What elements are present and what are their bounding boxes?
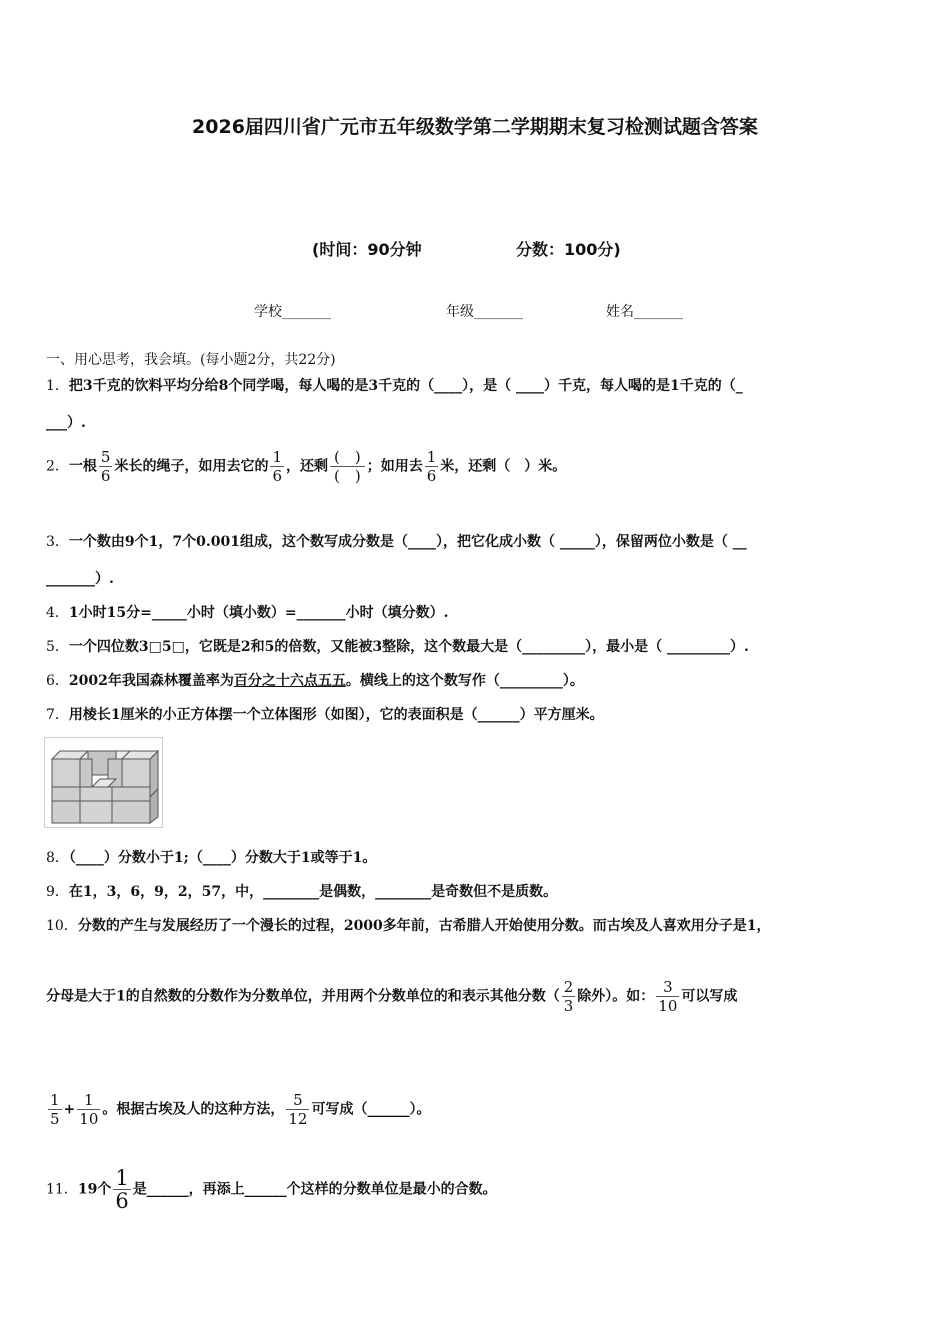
numerator: ( ) [334,448,361,466]
grade-field: 年级_______ [446,304,523,320]
cube-front [52,759,80,787]
question-2 [46,448,566,485]
school-field: 学校_______ [254,304,331,320]
exam-time: (时间：90分钟 [312,240,422,259]
plus-sign: + [63,1101,76,1118]
fraction-one-sixth [113,1167,130,1212]
question-text: 分数的产生与发展经历了一个漫长的过程，2000多年前，古希腊人开始使用分数。而古埃及人喜欢用分子是1， [77,918,771,934]
numerator: 1 [84,1091,94,1109]
question-11 [46,1167,497,1212]
underlined-number-words: 百分之十六点五五 [233,673,346,689]
question-text: 一根 [68,458,97,475]
cube-front [122,759,150,787]
question-number: 11． [46,1181,78,1198]
question-text: 1小时15分=_____小时（填小数）=_______小时（填分数）. [68,605,449,621]
fraction-three-tenths [656,978,679,1015]
numerator: 1 [50,1091,60,1109]
cube-front [112,787,150,823]
question-6 [46,671,584,691]
numerator: 5 [293,1091,303,1109]
name-field: 姓名_______ [606,304,683,320]
question-number: 2． [46,458,69,475]
numerator: 1 [272,448,283,466]
numerator: 2 [563,978,574,996]
cube-front [80,759,92,787]
question-text: 2002年我国森林覆盖率为 [68,673,234,689]
question-10 [46,916,771,936]
question-text: 19个 [77,1181,112,1198]
question-text: 除外）。如： [577,988,655,1005]
question-text: 米，还剩（ ）米。 [440,458,567,475]
fraction-one-fifth [48,1091,62,1128]
denominator: 12 [288,1110,308,1128]
numerator: 3 [663,978,673,996]
question-text: 米长的绳子，如用去它的 [114,458,269,475]
denominator: 6 [272,467,283,485]
fraction-one-sixth [425,448,439,485]
question-number: 3． [46,534,69,550]
question-text: 可以写成 [681,988,738,1005]
question-1-continued: ___）. [46,415,86,431]
denominator: 6 [115,1189,129,1213]
cube-front [52,787,80,823]
question-text: 一个四位数3□5□，它既是2和5的倍数，又能被3整除，这个数最大是（_________），最小是（ _________）. [68,639,749,655]
question-text: 是______，再添上______个这样的分数单位是最小的合数。 [132,1181,497,1198]
question-number: 6． [46,673,69,689]
question-text: 。横线上的这个数写作（_________）。 [345,673,584,689]
fraction-two-thirds [562,978,576,1015]
cube-stack [52,751,158,823]
question-text: ，还剩 [286,458,329,475]
question-number: 10． [46,918,78,934]
question-3 [46,532,747,552]
question-8 [46,848,376,868]
question-text: （____）分数小于1;（____）分数大于1或等于1。 [68,850,377,866]
denominator: 3 [563,997,574,1015]
cube-figure [44,737,164,829]
question-number: 9． [46,884,69,900]
fraction-five-sixths [99,448,113,485]
question-text: 。根据古埃及人的这种方法， [102,1101,285,1118]
question-number: 4． [46,605,69,621]
question-4 [46,603,448,623]
denominator: ( ) [330,466,365,485]
numerator: 5 [100,448,111,466]
denominator: 6 [100,467,111,485]
question-text: 用棱长1厘米的小正方体摆一个立体图形（如图），它的表面积是（______）平方厘米。 [68,707,604,723]
question-9 [46,882,557,902]
question-number: 7． [46,707,69,723]
fraction-one-sixth [270,448,284,485]
denominator: 5 [50,1110,60,1128]
question-number: 8． [46,850,69,866]
section-heading: 一、用心思考，我会填。(每小题2分，共22分) [46,352,336,368]
question-text: ；如用去 [366,458,423,475]
question-text: 在1，3，6，9，2，57，中，________是偶数，________是奇数但不是质数。 [68,884,558,900]
question-3-continued: _______）. [46,571,114,587]
numerator: 1 [426,448,437,466]
numerator: 1 [115,1166,129,1190]
question-text: 把3千克的饮料平均分给8个同学喝，每人喝的是3千克的（____），是（ ____）千克，每人喝的是1千克的（_ [68,378,743,394]
denominator: 6 [426,467,437,485]
question-5 [46,637,749,657]
question-7 [46,705,604,725]
question-text: 分母是大于1的自然数的分数作为分数单位，并用两个分数单位的和表示其他分数（ [46,988,560,1005]
question-number: 1． [46,378,69,394]
blank-fraction [330,448,365,485]
question-text: 可写成（______）。 [311,1101,431,1118]
question-number: 5． [46,639,69,655]
denominator: 10 [658,997,678,1015]
fraction-five-twelfths [286,1091,309,1128]
cube-front [80,787,112,823]
denominator: 10 [79,1110,99,1128]
exam-score: 分数：100分) [516,240,621,259]
question-10-line-2 [46,978,737,1015]
question-text: 一个数由9个1，7个0.001组成，这个数写成分数是（____），把它化成小数（ _____），保留两位小数是（ __ [68,534,747,550]
page-title: 2026届四川省广元市五年级数学第二学期期末复习检测试题含答案 [192,116,758,138]
fraction-one-tenth [77,1091,100,1128]
question-10-line-3 [46,1091,430,1128]
question-1 [46,376,743,396]
